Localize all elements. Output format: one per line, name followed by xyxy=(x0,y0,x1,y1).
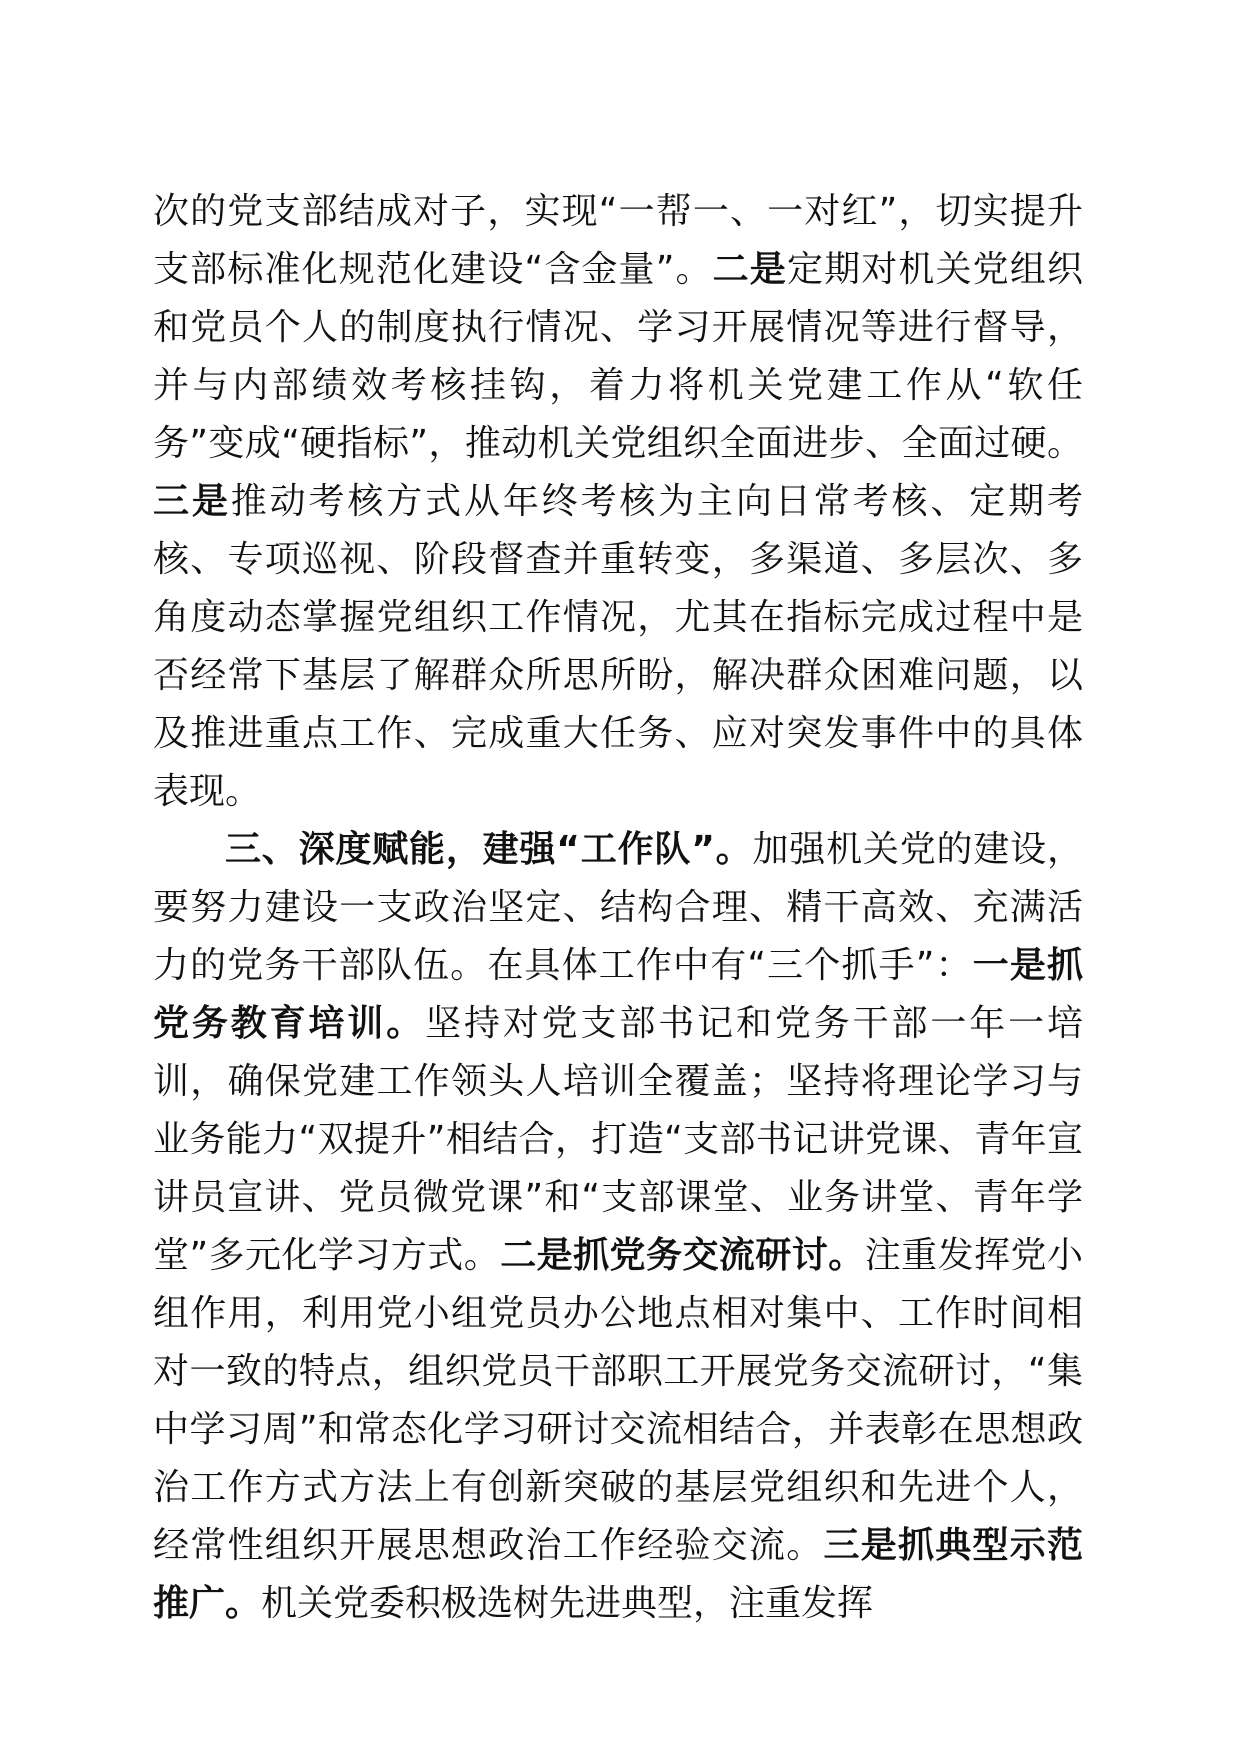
lead-third: 三是 xyxy=(153,481,231,522)
section-heading: 三、深度赋能，建强“工作队”。 xyxy=(225,829,753,870)
item-1-text: 坚持对党支部书记和党务干部一年一培训，确保党建工作领头人培训全覆盖；坚持将理论学习与业务能力“双提升”相结合，打造“支部书记讲党课、青年宣讲员宣讲、党员微党课”和“支部课堂、业务讲堂、青年学堂”多元化学习方式。 xyxy=(153,1003,1083,1276)
sentence-supervision: 定期对机关党组织和党员个人的制度执行情况、学习开展情况等进行督导，并与内部绩效考核挂钩，着力将机关党建工作从“软任务”变成“硬指标”，推动机关党组织全面进步、全面过硬。 xyxy=(153,249,1083,464)
lead-second: 二是 xyxy=(712,249,787,290)
sentence-assessment-method: 推动考核方式从年终考核为主向日常考核、定期考核、专项巡视、阶段督查并重转变，多渠道、多层次、多角度动态掌握党组织工作情况，尤其在指标完成过程中是否经常下基层了解群众所思所盼，解决群众困难问题，以及推进重点工作、完成重大任务、应对突发事件中的具体表现。 xyxy=(153,481,1083,812)
item-3-lead: 三是抓典型示范推广。 xyxy=(153,1525,1083,1624)
item-1-lead: 一是抓党务教育培训。 xyxy=(153,945,1083,1044)
item-3-text: 机关党委积极选树先进典型，注重发挥 xyxy=(261,1583,874,1624)
document-body xyxy=(153,183,1083,1633)
item-2-lead: 二是抓党务交流研讨。 xyxy=(500,1235,865,1276)
paragraph-team-building xyxy=(153,821,1083,1633)
item-2-text: 注重发挥党小组作用，利用党小组党员办公地点相对集中、工作时间相对一致的特点，组织党员干部职工开展党务交流研讨，“集中学习周”和常态化学习研讨交流相结合，并表彰在思想政治工作方式方法上有创新突破的基层党组织和先进个人，经常性组织开展思想政治工作经验交流。 xyxy=(153,1235,1083,1566)
paragraph-assessment xyxy=(153,183,1083,821)
sentence-pairing: 次的党支部结成对子，实现“一帮一、一对红”，切实提升支部标准化规范化建设“含金量”。 xyxy=(153,191,1083,290)
section-intro: 加强机关党的建设，要努力建设一支政治坚定、结构合理、精干高效、充满活力的党务干部队伍。在具体工作中有“三个抓手”： xyxy=(153,829,1083,986)
